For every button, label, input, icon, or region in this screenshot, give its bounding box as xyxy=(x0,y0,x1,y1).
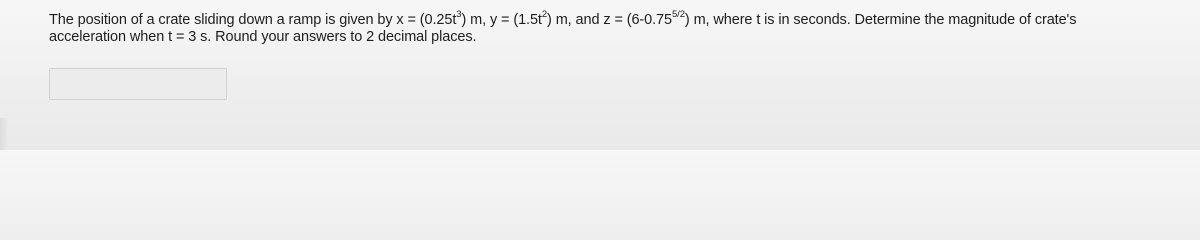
question-line-1: The position of a crate sliding down a ramp is given by $x = (0.25t^3)$ m, $y = (1.5t^2)$ m, and $z = (6-0.75^{5/2})$ m, where t is in seconds. Determine the magnitude of crate's xyxy=(49,9,1077,28)
exponent-z: 5/2 xyxy=(671,9,685,21)
question-line-2: acceleration when t = 3 s. Round your answers to 2 decimal places. xyxy=(49,29,477,45)
question-text xyxy=(49,9,1189,46)
exponent-x: 3 xyxy=(456,9,462,21)
left-edge-shadow xyxy=(0,118,8,150)
exponent-y: 2 xyxy=(541,9,548,21)
answer-input[interactable] xyxy=(49,68,227,100)
